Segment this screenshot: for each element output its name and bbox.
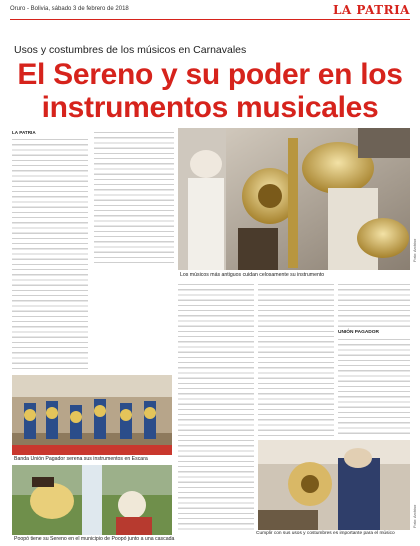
body-column-2 — [94, 130, 174, 265]
newspaper-brand: LA PATRIA — [332, 3, 410, 17]
band-photo — [12, 375, 172, 455]
body-column-5 — [338, 282, 410, 437]
date-line: Oruro - Bolivia, sábado 3 de febrero de 2018 — [10, 6, 129, 12]
column-5-texture-bottom — [338, 337, 410, 435]
bottom-right-photo-credit: Foto: Archivo — [412, 504, 417, 528]
column-2-texture — [94, 130, 174, 265]
column-5-texture-top — [338, 282, 410, 328]
main-photo-caption: Los músicos más antiguos cuidan celosamente su instrumento — [180, 272, 325, 278]
column-4-texture — [258, 282, 334, 437]
band-photo-caption: Banda Unión Pagador serena sus instrumentos en Escara — [14, 456, 148, 462]
body-column-3 — [178, 282, 254, 532]
column-1-texture — [12, 137, 88, 369]
bottom-right-photo-caption: Cumplir con sus usos y costumbres es importante para el músico — [256, 531, 395, 536]
poopo-photo — [12, 465, 172, 535]
body-column-1 — [12, 130, 88, 375]
bottom-right-photo — [258, 440, 410, 530]
main-photo-musicians — [178, 128, 410, 270]
poopo-photo-caption: Poopó tiene su Sereno en el municipio de Poopó junto a una cascada — [14, 536, 175, 542]
column-3-texture — [178, 282, 254, 532]
main-photo-credit: Foto: Archivo — [412, 238, 417, 262]
bottom-right-photo-illustration — [258, 440, 410, 530]
article-headline: El Sereno y su poder en los instrumentos musicales — [17, 58, 403, 124]
article-kicker: Usos y costumbres de los músicos en Carnavales — [14, 44, 247, 56]
musicians-photo-illustration — [178, 128, 410, 270]
poopo-photo-illustration — [12, 465, 172, 535]
section-tag: LA PATRIA — [12, 130, 36, 135]
band-photo-illustration — [12, 375, 172, 455]
page-header — [10, 4, 410, 20]
subhead-union-pagador: UNIÓN PAGADOR — [338, 330, 379, 335]
body-column-4 — [258, 282, 334, 437]
